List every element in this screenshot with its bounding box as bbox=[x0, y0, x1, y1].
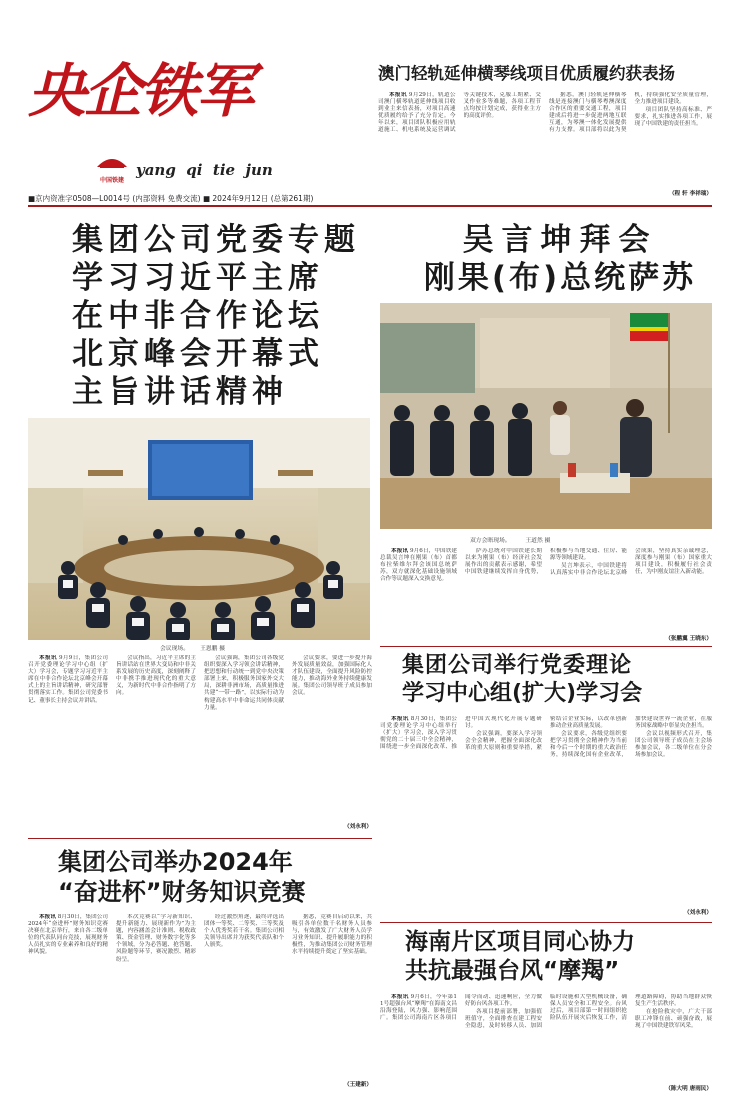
theory-credit: （刘永利） bbox=[684, 910, 712, 916]
finance-headline bbox=[58, 847, 368, 907]
study-headline-line: 主旨讲话精神 bbox=[72, 374, 288, 410]
macau-body: 本报讯 9月29日，轨道公司澳门横琴轨道延伸线项目收到业主来信表扬，对项目高速优质履约给予了充分肯定。今年以来，项目团队积极应用轨道施工、机电系统及运营调试等关键技术，克服工期紧、交叉作业多等难题，各项工程节点均按计划完成，获得业主方的高度评价。 据悉，澳门轻轨延伸横琴线是连接澳门与横琴粤澳深度合作区的重要交通工程，项目建成后将进一步促进两地互联互通，为琴澳一体化发展提供有力支撑。项目部将以此为契机，持续强化安全质量管理，全力推进项目建设。 项目团队坚持高标准、严要求，扎实推进各项工作，展现了中国铁建的责任担当。 bbox=[378, 92, 712, 134]
masthead-rule bbox=[28, 205, 712, 207]
dateline: 本报讯 bbox=[39, 914, 56, 920]
study-headline-line: 在中非合作论坛 bbox=[72, 298, 324, 334]
congo-headline-line: 刚果(布)总统萨苏 bbox=[423, 260, 697, 296]
dateline: 本报讯 bbox=[391, 994, 409, 1000]
caption-text: 会议现场。 bbox=[160, 646, 189, 652]
dateline: 本报讯 bbox=[391, 548, 409, 554]
study-headline-line: 集团公司党委专题 bbox=[72, 222, 360, 258]
theory-headline bbox=[402, 652, 712, 708]
hainan-credit: （陈大明 唐雨民） bbox=[665, 1086, 712, 1092]
hainan-body: 本报讯 9月6日，今年第11号超强台风“摩羯”在海南文昌沿海登陆，风力强、影响范围广。集团公司海南片区各项目闻令而动、迅速响应，全力做好防台风各项工作。 各项目提前部署，加强值班值守，全面排查在建工程安全隐患，及时转移人员、加固临时设施和大型机械设备，确保人员安全和工程安全。台风过后，项目部第一时间组织抢险队伍开展灾后恢复工作，清理道路障碍，协助当地群众恢复生产生活秩序。 在抢险救灾中，广大干部职工冲锋在前、顽强奋战，展现了中国铁建铁军风采。 bbox=[380, 994, 712, 1030]
congo-credit: （张鹏翼 王晓东） bbox=[665, 636, 712, 642]
theory-body: 本报讯 8月30日，集团公司党委理论学习中心组举行（扩大）学习会，深入学习贯彻党的二十届三中全会精神，围绕进一步全面深化改革、推进中国式现代化开展专题研讨。 会议强调，要深入学习领会全会精神，把握全面深化改革的重大原则和重要举措，紧密结合企业实际，以改革创新推动企业高质量发展。 会议要求，各级党组织要把学习贯彻全会精神作为当前和今后一个时期的重大政治任务，持续深化国有企业改革，加快建设世界一流企业，在服务国家战略中彰显央企担当。 会议以视频形式召开，集团公司领导班子成员在主会场参加会议，各二级单位在分会场参加会议。 bbox=[380, 716, 712, 759]
finance-headline-line: “奋进杯”财务知识竞赛 bbox=[58, 878, 306, 906]
section-divider bbox=[380, 646, 712, 647]
finance-credit: （王建新） bbox=[344, 1082, 372, 1088]
hainan-headline-line: 海南片区项目同心协力 bbox=[405, 929, 635, 955]
photo-credit: 王恩鹏 摄 bbox=[200, 646, 226, 652]
dateline: 本报讯 bbox=[39, 655, 57, 661]
dateline: 本报讯 bbox=[389, 92, 407, 98]
study-credit: （刘永利） bbox=[344, 824, 372, 830]
congo-headline-line: 吴言坤拜会 bbox=[462, 222, 658, 258]
section-divider bbox=[380, 922, 712, 923]
macau-headline: 澳门轻轨延伸横琴线项目优质履约获表扬 bbox=[378, 64, 675, 83]
hainan-headline-line: 共抗最强台风“摩羯” bbox=[405, 958, 620, 984]
meeting-photo bbox=[28, 418, 370, 640]
congo-meeting-photo bbox=[380, 303, 712, 529]
section-divider bbox=[28, 838, 372, 839]
train-logo-icon bbox=[94, 153, 130, 171]
study-body: 本报讯 9月9日，集团公司召开党委理论学习中心组（扩大）学习会，专题学习习近平主席在中非合作论坛北京峰会开幕式上的主旨讲话精神，研究部署贯彻落实工作。集团公司党委书记、董事长主持会议并讲话。 会议指出，习近平主席的主旨讲话站在世界大变局和中非关系发展的历史高度，深刻阐释了中非携手推进现代化的重大意义，为新时代中非合作指明了方向。 会议强调，集团公司各级党组织要深入学习领会讲话精神，把思想和行动统一到党中央决策部署上来，积极服务国家外交大局，深耕非洲市场，高质量推进共建“一带一路”，以实际行动为构建高水平中非命运共同体贡献力量。 会议要求，要进一步提升海外发展质量效益，加强国际化人才队伍建设，全面提升风险防控能力，推动海外业务持续健康发展。集团公司领导班子成员参加会议。 bbox=[28, 655, 372, 711]
company-logo bbox=[94, 153, 130, 184]
finance-headline-line: 集团公司举办2024年 bbox=[58, 848, 293, 876]
study-headline bbox=[72, 221, 372, 411]
meeting-photo-caption bbox=[160, 643, 370, 652]
congo-body: 本报讯 9月6日，中国铁建总裁吴言坤在刚果（布）首都布拉柴维尔拜会该国总统萨苏，双方就深化基础设施领域合作等议题深入交换意见。 萨苏总统对中国铁建长期以来为刚果（布）经济社会发展作出的贡献表示感谢，希望中国铁建继续发挥自身优势，积极参与当地交通、住房、能源等领域建设。 吴言坤表示，中国铁建将认真落实中非合作论坛北京峰会成果，坚持真实亲诚理念，深度参与刚果（布）国家重大项目建设，积极履行社会责任，为中刚友谊注入新动能。 bbox=[380, 548, 712, 583]
logo-text: 中国铁建 bbox=[99, 177, 124, 184]
study-headline-line: 学习习近平主席 bbox=[72, 260, 324, 296]
photo-credit: 王道然 摄 bbox=[525, 538, 551, 544]
congo-headline bbox=[405, 221, 715, 297]
masthead-pinyin: yang qi tie jun bbox=[136, 161, 273, 179]
congo-photo-caption bbox=[470, 535, 710, 544]
theory-headline-line: 集团公司举行党委理论 bbox=[402, 653, 633, 678]
dateline: 本报讯 bbox=[391, 716, 409, 722]
theory-headline-line: 学习中心组(扩大)学习会 bbox=[402, 681, 643, 706]
caption-text: 双方会晤现场。 bbox=[470, 538, 511, 544]
study-headline-line: 北京峰会开幕式 bbox=[72, 336, 324, 372]
hainan-headline bbox=[405, 928, 715, 986]
masthead bbox=[28, 58, 273, 188]
macau-credit: （程 轩 李祥瑞） bbox=[668, 191, 712, 197]
finance-body: 本报讯 8月30日，集团公司2024年“奋进杯”财务知识竞赛决赛在北京举行，来自各二级单位的代表队同台竞技，展现财务人员扎实的专业素养和良好的精神风貌。 本次竞赛以“学习新知识、提升新能力、展现新作为”为主题，内容涵盖会计准则、税收政策、资金管理、财务数字化等多个领域，分为必答题、抢答题、风险题等环节，赛况激烈、精彩纷呈。 经过激烈角逐，最终评选出团体一等奖、二等奖、三等奖及个人优秀奖若干名。集团公司相关领导出席并为获奖代表队和个人颁奖。 据悉，竞赛自启动以来，共吸引各单位数千名财务人员参与，有效激发了广大财务人员学习业务知识、提升履职能力的积极性，为推动集团公司财务管理水平持续提升奠定了坚实基础。 bbox=[28, 914, 372, 963]
issue-line: ■京内资准字0508—L0014号 (内部资料 免费交流) ■ 2024年9月12日 (总第261期) bbox=[28, 194, 314, 203]
masthead-title: 央企铁军 bbox=[28, 57, 253, 125]
